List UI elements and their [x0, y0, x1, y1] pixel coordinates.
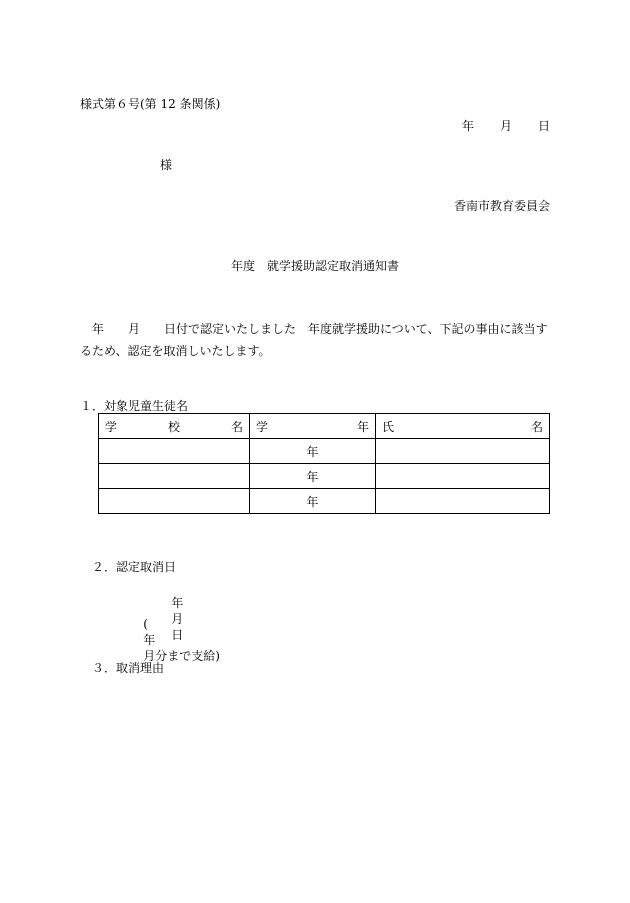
section3-heading: ３．取消理由: [92, 661, 165, 675]
addressee-suffix: 様: [160, 158, 173, 172]
grade-header-char: 学: [256, 419, 269, 434]
school-cell[interactable]: [99, 439, 250, 464]
grade-cell[interactable]: 年: [250, 439, 376, 464]
student-name-cell[interactable]: [376, 489, 550, 514]
school-header-char: 学: [105, 419, 118, 434]
table-row: [99, 439, 550, 464]
school-cell[interactable]: [99, 489, 250, 514]
table-header-row: [99, 414, 550, 439]
revocation-day: 日: [171, 628, 184, 642]
issue-date-month: 月: [499, 119, 512, 133]
revocation-year: 年: [171, 596, 184, 610]
issue-date: [462, 118, 550, 134]
student-name-header: [376, 414, 550, 439]
issue-date-year: 年: [461, 119, 474, 133]
grade-cell[interactable]: 年: [250, 464, 376, 489]
form-number: 様式第６号(第 12 条関係): [80, 97, 221, 111]
student-name-cell[interactable]: [376, 439, 550, 464]
student-table: [98, 413, 550, 514]
grade-cell[interactable]: 年: [250, 489, 376, 514]
issuer-name: 香南市教育委員会: [453, 199, 550, 213]
payment-open-paren: (: [143, 617, 148, 631]
payment-month-text: 月分まで支給): [143, 649, 220, 663]
student-name-cell[interactable]: [376, 464, 550, 489]
school-header-char: 名: [230, 419, 243, 434]
document-title: 年度 就学援助認定取消通知書: [230, 259, 399, 273]
issue-date-day: 日: [537, 119, 550, 133]
name-header-char: 氏: [382, 419, 395, 434]
school-header-char: 校: [167, 419, 180, 434]
table-row: [99, 489, 550, 514]
revocation-month: 月: [171, 612, 184, 626]
name-header-char: 名: [530, 419, 543, 434]
section1-heading: １．対象児童生徒名: [80, 399, 189, 413]
table-row: [99, 464, 550, 489]
notice-body: 年 月 日付で認定いたしました 年度就学援助について、下記の事由に該当するため、認定を取消しいたします。: [80, 322, 548, 358]
payment-year: 年: [143, 633, 156, 647]
grade-header: [250, 414, 376, 439]
school-name-header: [99, 414, 250, 439]
section2-heading: ２．認定取消日: [92, 560, 177, 574]
grade-header-char: 年: [356, 419, 369, 434]
school-cell[interactable]: [99, 464, 250, 489]
